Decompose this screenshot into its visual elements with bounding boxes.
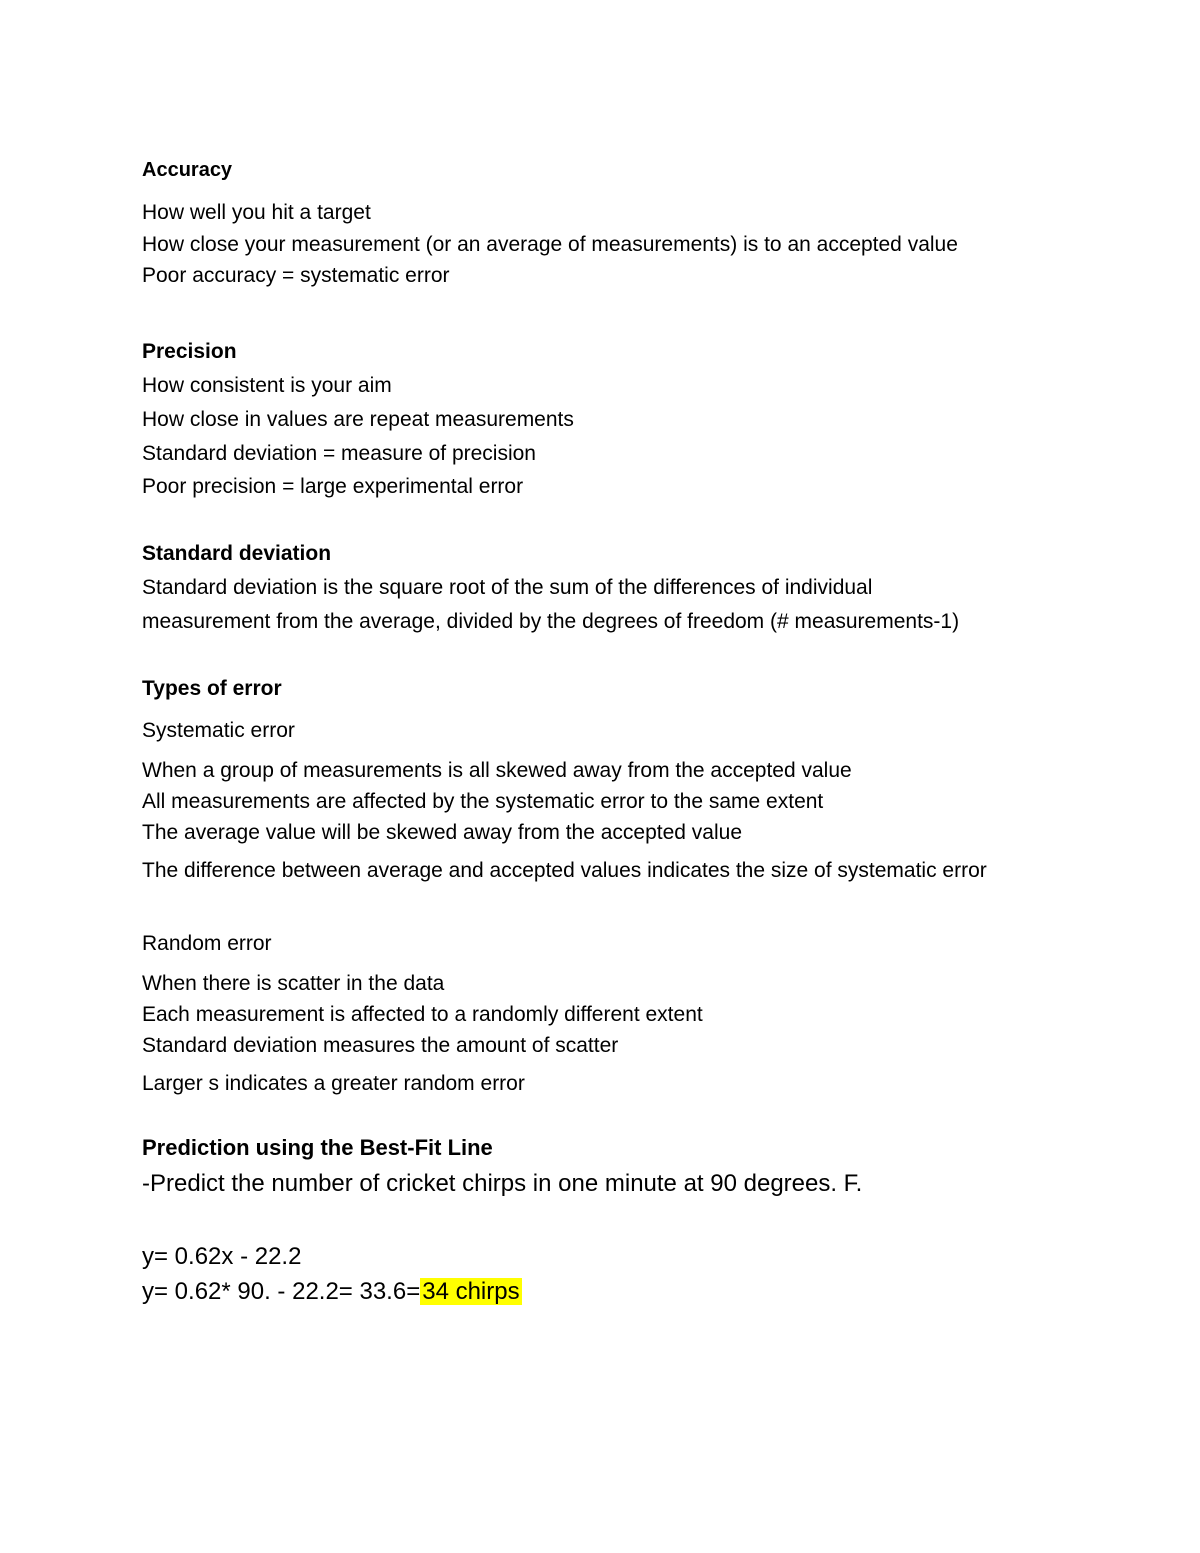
- std-dev-heading: Standard deviation: [142, 542, 332, 565]
- prediction-equation: y= 0.62x - 22.2: [142, 1243, 302, 1270]
- accuracy-line-1: How well you hit a target: [142, 201, 371, 224]
- accuracy-line-3: Poor accuracy = systematic error: [142, 264, 450, 287]
- random-line-1: When there is scatter in the data: [142, 972, 445, 995]
- prediction-question: -Predict the number of cricket chirps in one minute at 90 degrees. F.: [142, 1170, 863, 1197]
- systematic-line-1: When a group of measurements is all skewed away from the accepted value: [142, 759, 852, 782]
- precision-line-2: How close in values are repeat measurements: [142, 408, 574, 431]
- types-of-error-heading: Types of error: [142, 677, 282, 700]
- systematic-line-2: All measurements are affected by the systematic error to the same extent: [142, 790, 824, 813]
- systematic-error-title: Systematic error: [142, 719, 295, 742]
- systematic-line-3: The average value will be skewed away from the accepted value: [142, 821, 742, 844]
- accuracy-heading: Accuracy: [142, 159, 233, 181]
- precision-heading: Precision: [142, 340, 237, 363]
- prediction-answer-highlight: 34 chirps: [422, 1278, 520, 1305]
- precision-line-4: Poor precision = large experimental error: [142, 475, 524, 498]
- prediction-calculation: y= 0.62* 90. - 22.2= 33.6=: [142, 1278, 421, 1305]
- random-error-title: Random error: [142, 932, 272, 955]
- precision-line-1: How consistent is your aim: [142, 374, 392, 397]
- random-line-2: Each measurement is affected to a randomly different extent: [142, 1003, 703, 1026]
- std-dev-line-2: measurement from the average, divided by the degrees of freedom (# measurements-1): [142, 610, 960, 633]
- random-line-4: Larger s indicates a greater random error: [142, 1072, 525, 1095]
- prediction-calculation-line: [142, 1280, 522, 1304]
- precision-line-3: Standard deviation = measure of precision: [142, 442, 536, 465]
- prediction-heading: Prediction using the Best-Fit Line: [142, 1135, 493, 1160]
- random-line-3: Standard deviation measures the amount of scatter: [142, 1034, 619, 1057]
- accuracy-line-2: How close your measurement (or an average of measurements) is to an accepted value: [142, 233, 958, 256]
- std-dev-line-1: Standard deviation is the square root of the sum of the differences of individual: [142, 576, 873, 599]
- systematic-line-4: The difference between average and accepted values indicates the size of systematic error: [142, 859, 987, 882]
